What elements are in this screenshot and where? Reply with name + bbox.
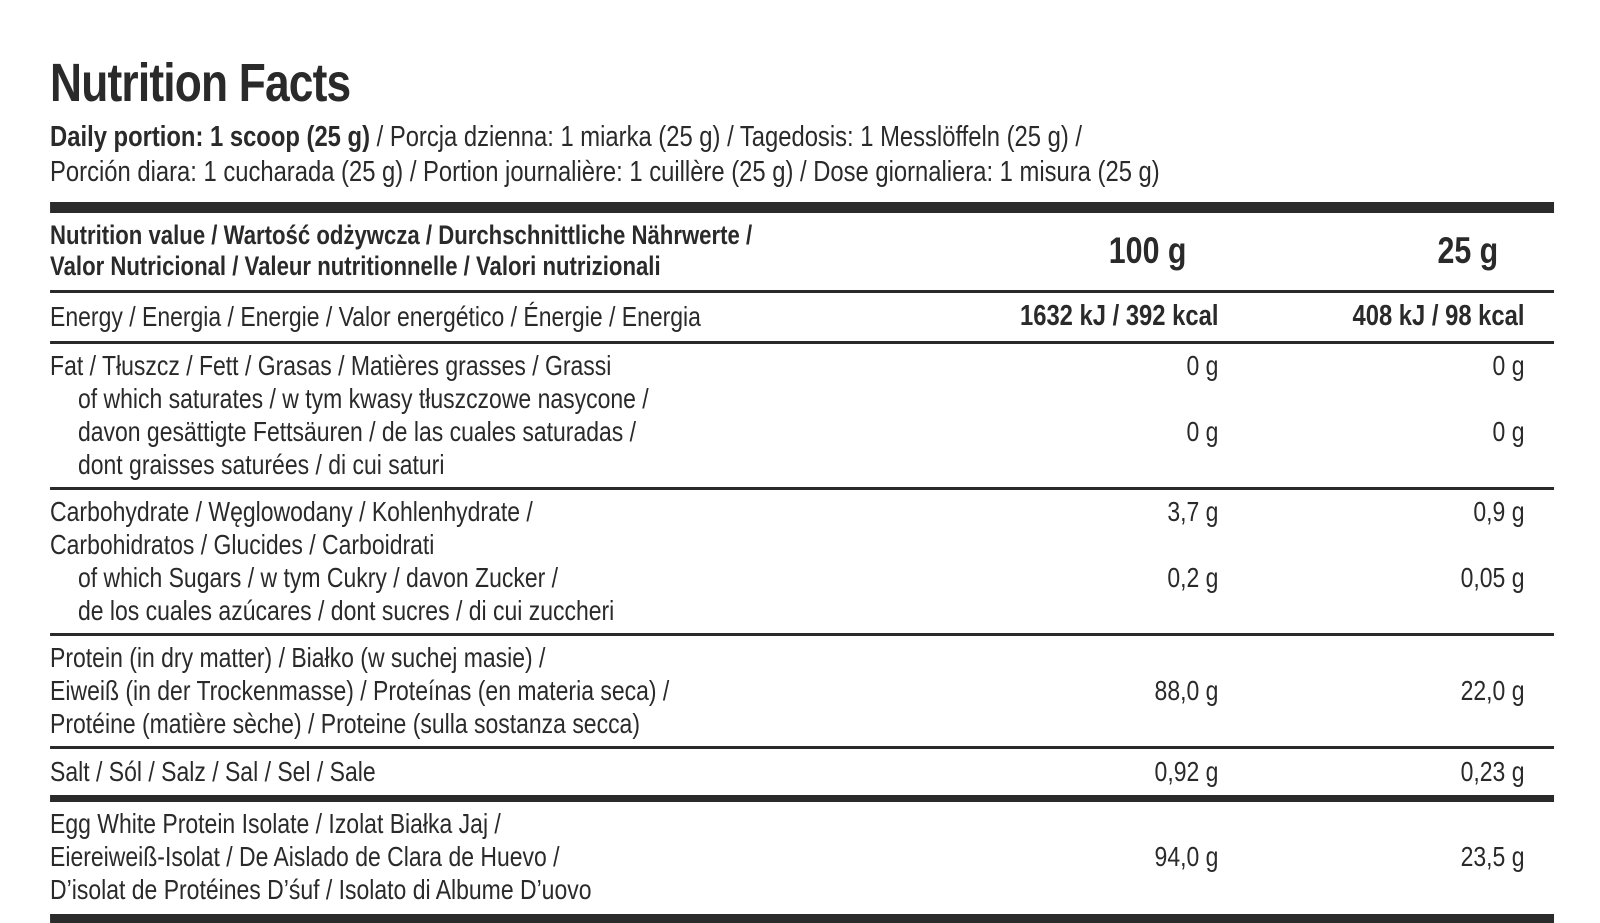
header-label-line: Nutrition value / Wartość odżywcza / Durchschnittliche Nährwerte / xyxy=(50,220,753,250)
row-label-line: Protein (in dry matter) / Białko (w suchej masie) / xyxy=(50,642,546,673)
row-label: Salt / Sól / Salz / Sal / Sel / Sale xyxy=(50,756,376,787)
subrow-label-line: of which Sugars / w tym Cukry / davon Zucker / xyxy=(77,562,559,593)
value-25g: 22,0 g xyxy=(1460,675,1525,706)
table-row-energy xyxy=(50,293,1554,344)
value-25g: 0,23 g xyxy=(1460,756,1525,787)
page-title: Nutrition Facts xyxy=(50,53,351,113)
column-header-100g: 100 g xyxy=(1108,230,1187,271)
top-bar xyxy=(50,202,1554,213)
row-label-line: Protéine (matière sèche) / Proteine (sulla sostanza secca) xyxy=(50,708,640,739)
table-row-egg-white-protein-isolate xyxy=(50,802,1554,912)
value-25g: 0 g xyxy=(1492,416,1525,447)
row-label-line: Eiweiß (in der Trockenmasse) / Proteínas (en materia seca) / xyxy=(50,675,670,706)
table-header-row xyxy=(50,213,1554,293)
daily-portion-line-2: Porción diara: 1 cucharada (25 g) / Portion journalière: 1 cuillère (25 g) / Dose giornaliera: 1 misura (25 g) xyxy=(50,156,1160,188)
row-label: Energy / Energia / Energie / Valor energético / Énergie / Energia xyxy=(50,301,701,332)
header-label xyxy=(50,220,923,282)
daily-portion-bold: Daily portion: 1 scoop (25 g) xyxy=(50,121,370,153)
daily-portion-line-1 xyxy=(50,120,1554,155)
table-row-protein xyxy=(50,636,1554,749)
value-25g: 23,5 g xyxy=(1460,841,1525,872)
value-100g: 1632 kJ / 392 kcal xyxy=(1019,300,1219,332)
value-100g: 0,2 g xyxy=(1167,562,1219,593)
value-100g: 0 g xyxy=(1186,350,1219,381)
header-label-line: Valor Nutricional / Valeur nutritionnelle / Valori nutrizionali xyxy=(50,251,661,281)
value-100g: 88,0 g xyxy=(1154,675,1219,706)
row-label-line: Eiereiweiß-Isolat / De Aislado de Clara de Huevo / xyxy=(50,841,560,872)
value-100g: 0,92 g xyxy=(1154,756,1219,787)
table-row-carbohydrate xyxy=(50,490,1554,636)
value-25g: 0,9 g xyxy=(1473,496,1525,527)
column-header-25g: 25 g xyxy=(1437,230,1499,271)
table-row-salt xyxy=(50,749,1554,802)
row-label-line: D’isolat de Protéines D’śuf / Isolato di Albume D’uovo xyxy=(50,874,592,905)
value-100g: 94,0 g xyxy=(1154,841,1219,872)
row-label-line: Egg White Protein Isolate / Izolat Białka Jaj / xyxy=(50,808,501,839)
table-row-fat xyxy=(50,344,1554,490)
value-25g: 0,05 g xyxy=(1460,562,1525,593)
value-100g: 0 g xyxy=(1186,416,1219,447)
subrow-label-line: davon gesättigte Fettsäuren / de las cuales saturadas / xyxy=(77,416,637,447)
daily-portion-rest: / Porcja dzienna: 1 miarka (25 g) / Tagedosis: 1 Messlöffeln (25 g) / xyxy=(369,121,1082,153)
subrow-label-line: of which saturates / w tym kwasy tłuszczowe nasycone / xyxy=(77,383,649,414)
value-25g: 408 kJ / 98 kcal xyxy=(1352,300,1525,332)
value-25g: 0 g xyxy=(1492,350,1525,381)
subrow-label-line: dont graisses saturées / di cui saturi xyxy=(77,449,445,480)
value-100g: 3,7 g xyxy=(1167,496,1219,527)
row-label-line: Carbohidratos / Glucides / Carboidrati xyxy=(50,529,435,560)
subrow-label-line: de los cuales azúcares / dont sucres / di cui zuccheri xyxy=(77,595,615,626)
bottom-bar xyxy=(50,914,1554,923)
nutrition-table xyxy=(50,202,1554,923)
row-label-line: Carbohydrate / Węglowodany / Kohlenhydrate / xyxy=(50,496,533,527)
row-label: Fat / Tłuszcz / Fett / Grasas / Matières grasses / Grassi xyxy=(50,350,612,381)
